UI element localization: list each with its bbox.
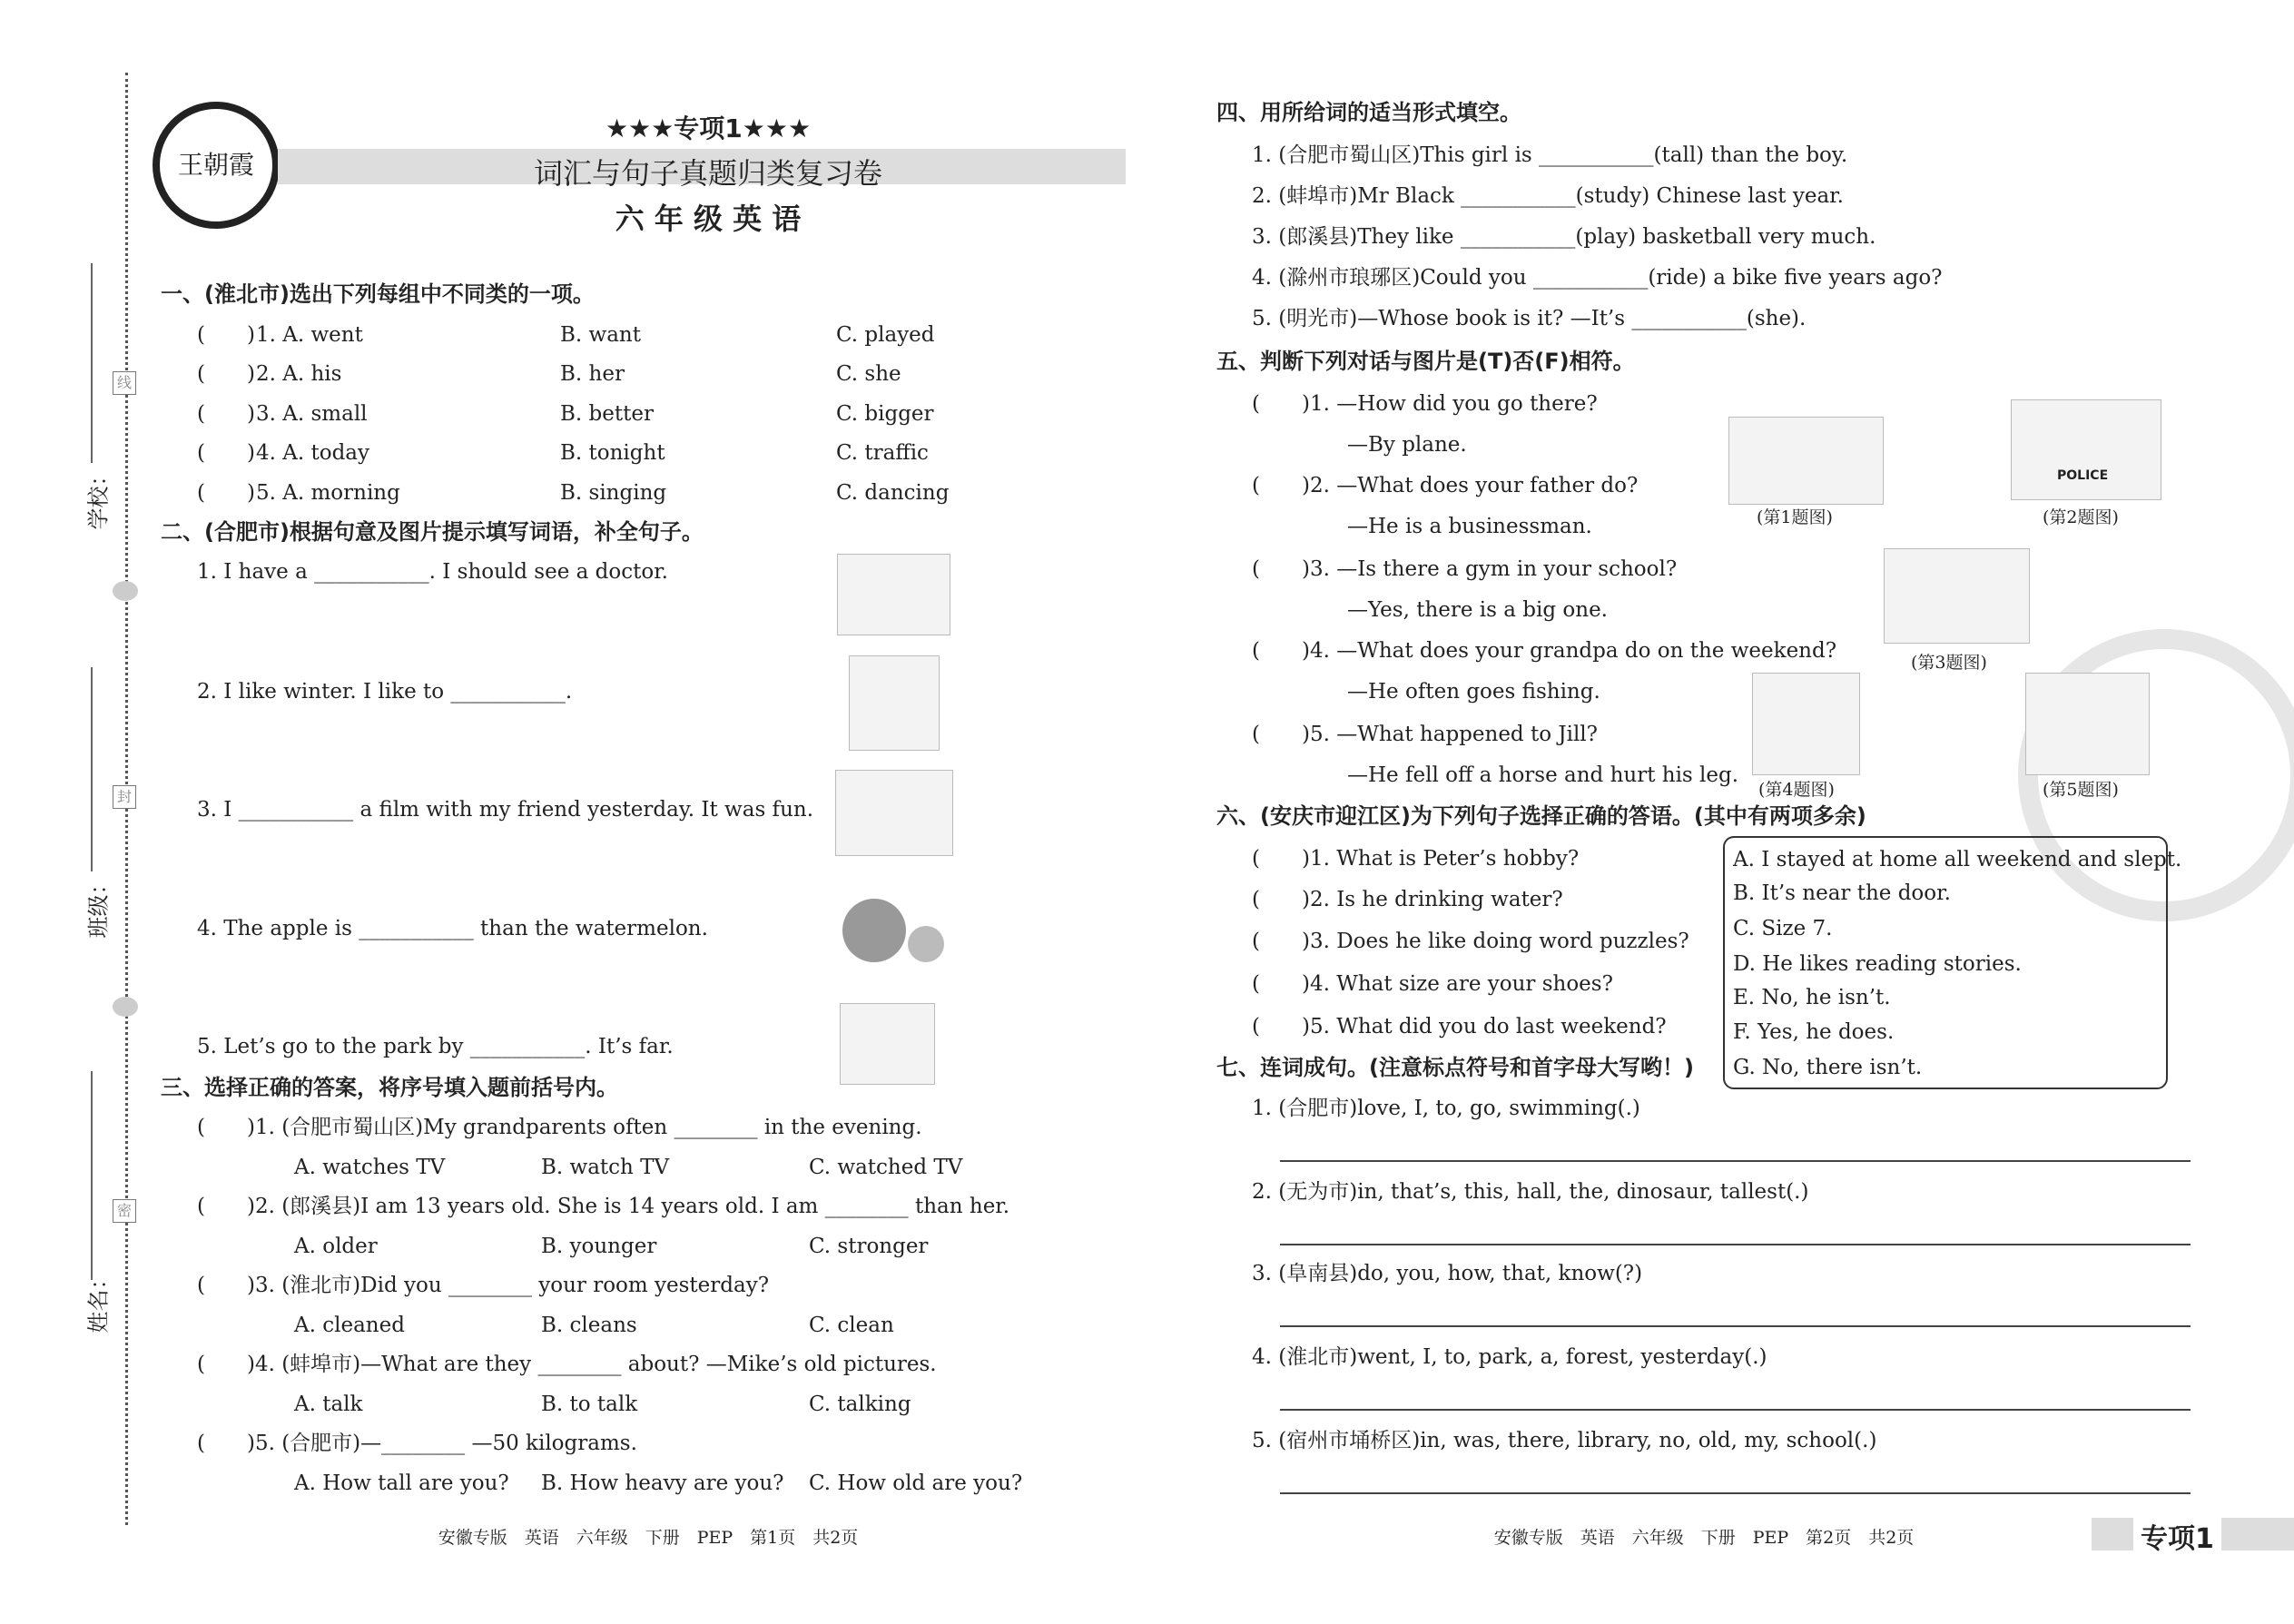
- option-c: C. watched TV: [809, 1156, 963, 1179]
- caption-4: (第4题图): [1758, 780, 1835, 800]
- option-b: B. better: [560, 402, 654, 426]
- question: ( )2. (郎溪县)I am 13 years old. She is 14 years old. I am ________ than her.: [197, 1195, 1010, 1218]
- seal-mark-mi: 密: [113, 1199, 136, 1223]
- match-question: ( )4. What size are your shoes?: [1252, 972, 1613, 996]
- answer-line[interactable]: [1280, 1325, 2191, 1327]
- word-order-item: 5. (宿州市埇桥区)in, was, there, library, no, old, my, school(.): [1252, 1429, 1877, 1452]
- watermelon-image: [842, 899, 906, 962]
- answer-line[interactable]: [1280, 1244, 2191, 1245]
- caption-3: (第3题图): [1911, 653, 1987, 673]
- rose-icon: [113, 997, 138, 1017]
- option-b: B. How heavy are you?: [541, 1471, 784, 1495]
- match-option: G. No, there isn’t.: [1733, 1056, 1923, 1079]
- option-b: B. watch TV: [541, 1156, 670, 1179]
- option-a: 1. A. went: [256, 323, 363, 347]
- option-b: B. want: [560, 323, 641, 347]
- ship-image: [1728, 417, 1884, 505]
- word-order-item: 3. (阜南县)do, you, how, that, know(?): [1252, 1262, 1643, 1285]
- option-c: C. dancing: [836, 481, 950, 505]
- match-question: ( )1. What is Peter’s hobby?: [1252, 847, 1580, 871]
- fill-item: 1. (合肥市蜀山区)This girl is ___________(tall) than the boy.: [1252, 143, 1848, 167]
- seal-mark-feng: 封: [113, 785, 136, 809]
- option-b: B. singing: [560, 481, 667, 505]
- section-2-heading: 二、(合肥市)根据句意及图片提示填写词语，补全句子。: [161, 519, 704, 545]
- s2-item-5: 5. Let’s go to the park by ___________. It’s far.: [197, 1035, 674, 1058]
- sick-boy-image: [837, 554, 950, 635]
- match-option: D. He likes reading stories.: [1733, 952, 2022, 976]
- dialog-question: ( )5. —What happened to Jill?: [1252, 723, 1598, 746]
- option-a: A. How tall are you?: [294, 1471, 509, 1495]
- apple-image: [908, 926, 944, 962]
- section-tab-label: 专项1: [2133, 1516, 2221, 1556]
- dialog-question: ( )4. —What does your grandpa do on the weekend?: [1252, 639, 1837, 663]
- option-c: C. How old are you?: [809, 1471, 1023, 1495]
- answer-paren: ( ): [197, 441, 255, 465]
- answer-paren: ( ): [197, 402, 255, 426]
- dialog-question: ( )1. —How did you go there?: [1252, 392, 1598, 416]
- answer-paren: ( ): [197, 362, 255, 386]
- option-c: C. bigger: [836, 402, 934, 426]
- option-a: 3. A. small: [256, 402, 368, 426]
- word-order-item: 1. (合肥市)love, I, to, go, swimming(.): [1252, 1097, 1640, 1120]
- option-a: 5. A. morning: [256, 481, 400, 505]
- answer-paren: ( ): [197, 323, 255, 347]
- option-a: A. cleaned: [294, 1314, 405, 1337]
- dialog-response: —By plane.: [1347, 433, 1467, 457]
- dialog-response: —He fell off a horse and hurt his leg.: [1347, 763, 1739, 787]
- name-label: 姓名：: [85, 1267, 112, 1334]
- school-label: 学校：: [85, 464, 112, 530]
- bike-fall-image: [2025, 673, 2150, 775]
- option-a: 4. A. today: [256, 441, 370, 465]
- caption-5: (第5题图): [2043, 780, 2119, 800]
- skating-boy-image: [849, 655, 940, 751]
- footer-page-2: 安徽专版 英语 六年级 下册 PEP 第2页 共2页: [1493, 1528, 1915, 1548]
- match-option: C. Size 7.: [1733, 917, 1833, 940]
- option-c: C. clean: [809, 1314, 894, 1337]
- match-option: F. Yes, he does.: [1733, 1020, 1895, 1044]
- series-label: ★★★专项1★★★: [605, 113, 812, 143]
- s2-item-4: 4. The apple is ___________ than the watermelon.: [197, 917, 708, 940]
- answer-paren: ( ): [197, 481, 255, 505]
- school-line: [91, 263, 93, 463]
- option-b: B. tonight: [560, 441, 665, 465]
- match-option: A. I stayed at home all weekend and slept.: [1733, 848, 2182, 871]
- option-c: C. stronger: [809, 1235, 929, 1258]
- cinema-image: [835, 770, 953, 856]
- section-4-heading: 四、用所给词的适当形式填空。: [1216, 100, 1521, 125]
- page-title: 词汇与句子真题归类复习卷: [533, 156, 882, 191]
- class-label: 班级：: [85, 872, 112, 939]
- s2-item-3: 3. I ___________ a film with my friend yesterday. It was fun.: [197, 798, 814, 822]
- section-5-heading: 五、判断下列对话与图片是(T)否(F)相符。: [1216, 349, 1635, 374]
- match-question: ( )5. What did you do last weekend?: [1252, 1015, 1667, 1038]
- word-order-item: 2. (无为市)in, that’s, this, hall, the, dinosaur, tallest(.): [1252, 1180, 1809, 1204]
- option-c: C. talking: [809, 1393, 911, 1416]
- rose-icon: [113, 581, 138, 601]
- gym-track-image: [1884, 548, 2030, 644]
- option-a: A. older: [294, 1235, 378, 1258]
- dialog-response: —He is a businessman.: [1347, 515, 1592, 538]
- dialog-response: —He often goes fishing.: [1347, 680, 1600, 704]
- caption-1: (第1题图): [1757, 507, 1833, 527]
- s2-item-2: 2. I like winter. I like to ___________.: [197, 680, 573, 704]
- option-b: B. younger: [541, 1235, 657, 1258]
- logo: 王朝霞: [153, 102, 280, 229]
- answer-line[interactable]: [1280, 1409, 2191, 1411]
- police-label: POLICE: [2057, 468, 2109, 483]
- option-a: A. watches TV: [294, 1156, 446, 1179]
- question: ( )1. (合肥市蜀山区)My grandparents often ________ in the evening.: [197, 1116, 922, 1139]
- answer-line[interactable]: [1280, 1492, 2191, 1494]
- subtitle: 六 年 级 英 语: [615, 202, 802, 236]
- option-b: B. cleans: [541, 1314, 637, 1337]
- word-order-item: 4. (淮北市)went, I, to, park, a, forest, yesterday(.): [1252, 1345, 1767, 1369]
- option-b: B. to talk: [541, 1393, 638, 1416]
- question: ( )5. (合肥市)—________ —50 kilograms.: [197, 1432, 637, 1455]
- section-1-heading: 一、(淮北市)选出下列每组中不同类的一项。: [161, 281, 595, 307]
- section-3-heading: 三、选择正确的答案，将序号填入题前括号内。: [161, 1075, 618, 1100]
- fill-item: 3. (郎溪县)They like ___________(play) basketball very much.: [1252, 225, 1876, 249]
- dialog-response: —Yes, there is a big one.: [1347, 598, 1608, 622]
- question: ( )3. (淮北市)Did you ________ your room yesterday?: [197, 1274, 770, 1297]
- section-6-heading: 六、(安庆市迎江区)为下列句子选择正确的答语。(其中有两项多余): [1216, 803, 1866, 829]
- option-c: C. played: [836, 323, 935, 347]
- dialog-question: ( )2. —What does your father do?: [1252, 474, 1639, 497]
- seal-mark-xian: 线: [113, 371, 136, 395]
- fill-item: 2. (蚌埠市)Mr Black ___________(study) Chinese last year.: [1252, 184, 1844, 208]
- dialog-question: ( )3. —Is there a gym in your school?: [1252, 557, 1678, 581]
- name-line: [91, 1071, 93, 1280]
- option-a: 2. A. his: [256, 362, 342, 386]
- section-7-heading: 七、连词成句。(注意标点符号和首字母大写哟！): [1216, 1055, 1694, 1080]
- question: ( )4. (蚌埠市)—What are they ________ about? —Mike’s old pictures.: [197, 1353, 937, 1376]
- option-b: B. her: [560, 362, 625, 386]
- police-image: [2011, 399, 2161, 500]
- caption-2: (第2题图): [2043, 507, 2119, 527]
- fill-item: 4. (滁州市琅琊区)Could you ___________(ride) a bike five years ago?: [1252, 266, 1943, 290]
- answer-line[interactable]: [1280, 1160, 2191, 1162]
- s2-item-1: 1. I have a ___________. I should see a doctor.: [197, 560, 668, 584]
- match-question: ( )2. Is he drinking water?: [1252, 888, 1563, 911]
- option-a: A. talk: [294, 1393, 363, 1416]
- fishing-image: [1752, 673, 1860, 775]
- class-line: [91, 667, 93, 871]
- option-c: C. traffic: [836, 441, 929, 465]
- match-option: E. No, he isn’t.: [1733, 986, 1891, 1009]
- fill-item: 5. (明光市)—Whose book is it? —It’s ___________(she).: [1252, 307, 1807, 330]
- footer-page-1: 安徽专版 英语 六年级 下册 PEP 第1页 共2页: [438, 1528, 859, 1548]
- taxi-image: [840, 1003, 935, 1085]
- option-c: C. she: [836, 362, 901, 386]
- match-question: ( )3. Does he like doing word puzzles?: [1252, 930, 1689, 953]
- match-option: B. It’s near the door.: [1733, 881, 1951, 905]
